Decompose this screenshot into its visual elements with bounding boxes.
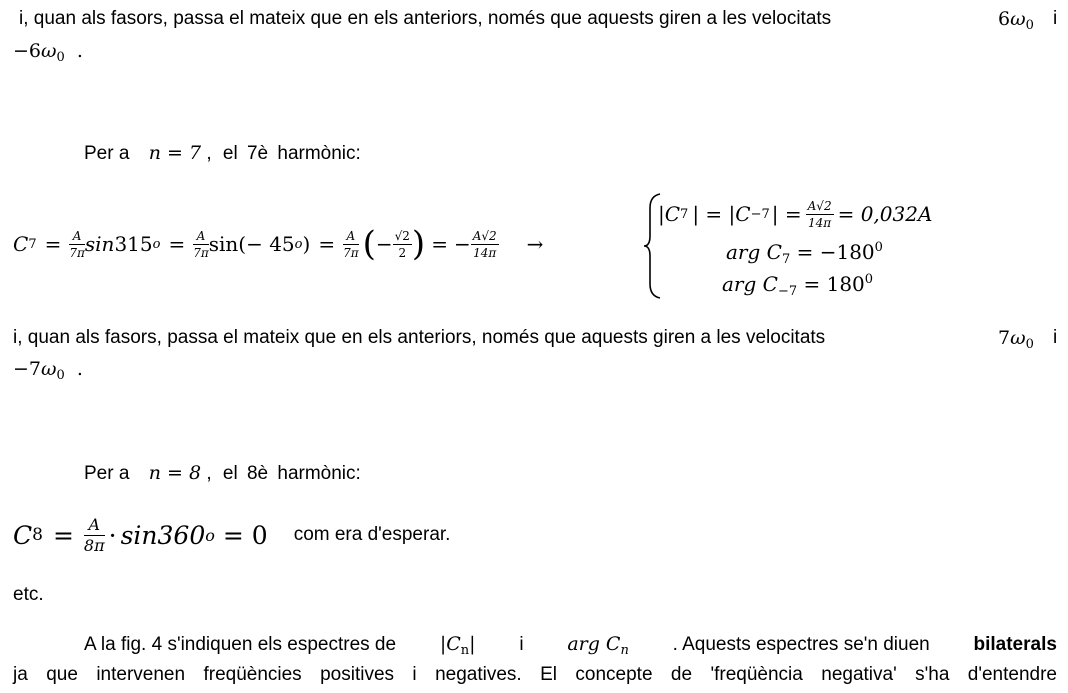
denominator: 7π [193, 245, 209, 260]
coef: 6 [998, 8, 1011, 30]
subscript: n [620, 643, 629, 658]
etc-text: etc. [13, 584, 44, 605]
paragraph-spectra-line-2: ja que intervenen freqüències positives i negatives. El concepte de 'freqüència negativa' s'ha d'entendre [13, 664, 1057, 685]
numerator: √2 [394, 228, 410, 243]
equals: | = [771, 202, 802, 226]
equals: = [44, 232, 62, 256]
subscript: −7 [750, 206, 770, 222]
arg-c: arg C [722, 272, 778, 296]
equals: = [431, 232, 448, 256]
coef: −7 [13, 358, 42, 380]
fraction-a-7pi [69, 230, 85, 259]
numerator: A [69, 230, 85, 245]
el-label: el [222, 463, 238, 484]
numerator: A√2 [807, 198, 832, 213]
n-equation: n = 8 [148, 462, 202, 484]
dot: · [108, 520, 117, 550]
coef: −6 [13, 40, 42, 62]
conjunction-i: i [1053, 327, 1058, 348]
fraction-a-7pi [193, 230, 209, 259]
fraction-a-8pi [83, 514, 105, 555]
coef: 7 [998, 327, 1011, 349]
c-symbol: C [13, 520, 33, 550]
subscript: 7 [28, 236, 37, 252]
text: A la fig. 4 s'indiquen els espectres de [84, 634, 397, 655]
paragraph-velocities-7 [13, 327, 825, 349]
equals: = [52, 520, 74, 550]
minus: − [453, 232, 471, 256]
velocity-neg-7w0 [13, 358, 83, 383]
abs-cn [440, 633, 476, 658]
n-equation: n = 7 [148, 142, 202, 164]
system-line-2 [726, 240, 883, 267]
right-paren: ) [411, 224, 426, 264]
abs-c: |C [658, 202, 681, 226]
numerator: A√2 [472, 228, 497, 243]
denominator: 8π [83, 535, 105, 555]
subscript: 7 [680, 206, 689, 222]
equation-c7 [13, 222, 543, 266]
value: = 0 [222, 520, 268, 550]
equals: = [168, 232, 186, 256]
arg-c: arg C [726, 240, 782, 264]
denominator: 14π [808, 215, 832, 230]
arg-c: arg C [567, 633, 621, 655]
harmonic-7-heading [84, 142, 361, 165]
equation-c8 [13, 510, 450, 560]
el-label: el [222, 143, 238, 164]
ordinal: 8è [246, 463, 269, 484]
velocity-7w0 [998, 327, 1034, 352]
subscript: 7 [781, 252, 791, 267]
degree: o [294, 236, 303, 252]
ordinal: 7è [246, 143, 269, 164]
omega-symbol: ω [41, 358, 57, 380]
minus: − [375, 232, 393, 256]
degree: o [205, 525, 215, 545]
fraction-asqrt2-14pi [806, 200, 834, 229]
fraction-asqrt2-14pi [471, 230, 499, 259]
numerator: A [343, 230, 359, 245]
degree: o [152, 236, 161, 252]
velocity-6w0 [998, 8, 1034, 33]
abs-c: |C [439, 633, 461, 655]
value: = 180 [803, 272, 865, 296]
left-paren: ( [362, 224, 376, 264]
c-symbol: C [13, 232, 29, 256]
sin-expression: sin360 [120, 520, 206, 550]
paragraph-text: i, quan als fasors, passa el mateix que en els anteriors, només que aquests giren a les velocitats [19, 8, 832, 29]
value: = −180 [796, 240, 875, 264]
denominator: 2 [398, 245, 407, 260]
equals: = [318, 232, 336, 256]
subscript: 0 [1025, 18, 1034, 33]
abs-end: | [469, 633, 476, 655]
system-line-3 [722, 272, 873, 299]
numerator: A [193, 230, 209, 245]
paragraph-spectra-line-1 [84, 633, 1057, 658]
abs-c-neg: | = |C [692, 202, 751, 226]
subscript: −7 [777, 284, 798, 299]
close-paren: ) [302, 232, 311, 256]
sin-function: sin [84, 232, 115, 256]
arg-cn [567, 633, 629, 658]
denominator: 7π [69, 245, 85, 260]
subscript: 0 [1025, 337, 1034, 352]
omega-symbol: ω [41, 40, 57, 62]
angle: 315 [114, 232, 153, 256]
paragraph-text: i, quan als fasors, passa el mateix que en els anteriors, només que aquests giren a les velocitats [13, 327, 826, 348]
comment-text: com era d'esperar. [293, 524, 451, 545]
subscript: n [460, 643, 470, 658]
superscript: 0 [864, 272, 874, 287]
per-a-label: Per a [84, 463, 130, 484]
harmonic-label: harmònic: [277, 463, 361, 484]
velocity-neg-6w0 [13, 40, 83, 65]
harmonic-8-heading [84, 462, 361, 485]
arrow-icon: → [526, 232, 544, 256]
conjunction-i: i [519, 634, 524, 655]
sin-expression: sin(− 45 [208, 232, 295, 256]
omega-symbol: ω [1010, 8, 1026, 30]
denominator: 14π [473, 245, 497, 260]
period: . [76, 40, 83, 62]
comma: , [206, 143, 212, 164]
fraction-a-7pi [343, 230, 359, 259]
fraction-sqrt2-2 [393, 230, 412, 259]
comma: , [206, 463, 212, 484]
subscript: 8 [32, 525, 43, 545]
subscript: 0 [56, 50, 65, 65]
conjunction-i: i [1053, 8, 1058, 29]
subscript: 0 [56, 368, 65, 383]
period: . [76, 358, 83, 380]
bold-term: bilaterals [973, 634, 1057, 655]
omega-symbol: ω [1010, 327, 1026, 349]
text: . Aquests espectres se'n diuen [672, 634, 930, 655]
denominator: 7π [343, 245, 359, 260]
numerator: A [84, 517, 105, 536]
value: = 0,032A [837, 202, 933, 226]
superscript: 0 [874, 240, 883, 255]
per-a-label: Per a [84, 143, 130, 164]
paragraph-velocities-6 [19, 8, 831, 30]
system-line-1 [658, 196, 932, 232]
harmonic-label: harmònic: [277, 143, 361, 164]
